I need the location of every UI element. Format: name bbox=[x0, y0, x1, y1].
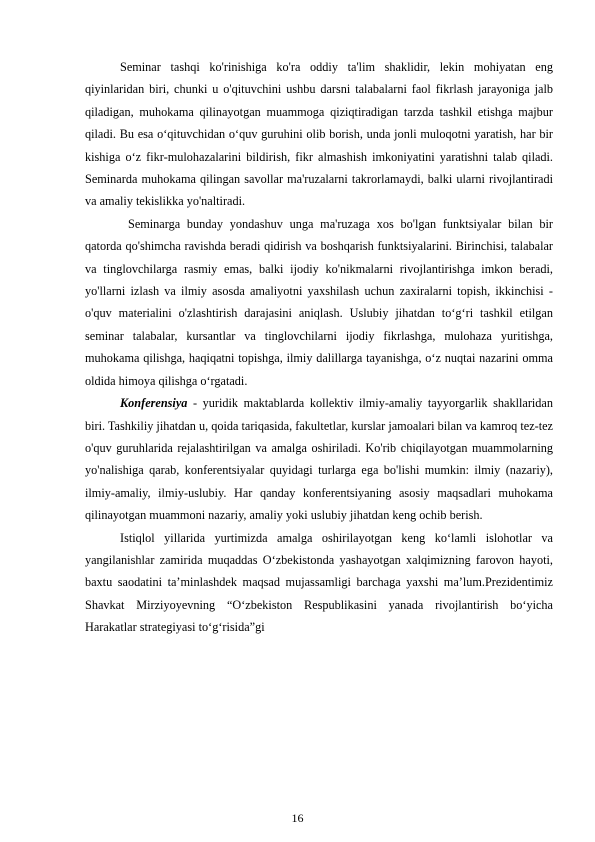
body-text bbox=[85, 56, 553, 639]
paragraph-seminar-approach: Seminarga bunday yondashuv unga ma'ruzaga xos bo'lgan funktsiyalar bilan bir qatorda qo'shimcha ravishda beradi qidirish va boshqarish funktsiyalarini. Birinchisi, talabalar va tinglovchilarga rasmiy emas, balki ijodiy ko'nikmalarni rivojlantirishga imkon beradi, yo'llarni izlash va ilmiy asosda amaliyotni yaxshilash uchun zaxiralarni topish, ikkinchisi - o'quv materialini o'zlashtirish darajasini aniqlash. Uslubiy jihatdan to‘g‘ri tashkil etilgan seminar talabalar, kursantlar va tinglovchilarni ijodiy fikrlashga, mulohaza yuritishga, muhokama qilishga, haqiqatni topishga, ilmiy dalillarga tayanishga, o‘z nuqtai nazarini omma oldida himoya qilishga o‘rgatadi. bbox=[85, 216, 553, 388]
page-number: 16 bbox=[291, 811, 304, 825]
term-konferensiya: Konferensiya bbox=[120, 396, 188, 411]
paragraph-seminar-intro: Seminar tashqi ko'rinishiga ko'ra oddiy ta'lim shaklidir, lekin mohiyatan eng qiyinlaridan biri, chunki u o'qituvchini ushbu darsni talabalarni faol fikrlash jarayoniga jalb qiladigan, muhokama qilinayotgan muammoga qiziqtiradigan tarzda tashkil etishga majbur qiladi. Bu esa o‘qituvchidan o‘quv guruhini olib borish, unda jonli muloqotni yaratish, har bir kishiga o‘z fikr-mulohazalarini bildirish, fikr almashish imkoniyatini yaratishni talab qiladi. Seminarda muhokama qilingan savollar ma'ruzalarni takrorlamaydi, balki ularni rivojlantiradi va amaliy tekislikka yo'naltiradi. bbox=[85, 60, 553, 209]
paragraph-conference-text: - yuridik maktablarda kollektiv ilmiy-amaliy tayyorgarlik shakllaridan biri. Tashkiliy jihatdan u, qoida tariqasida, fakultetlar, kurslar jamoalari bilan va kamroq tez-tez o'quv guruhlarida rejalashtirilgan va amalga oshiriladi. Ko'rib chiqilayotgan muammolarning yo'nalishiga qarab, konferentsiyalar quyidagi turlarga ega bo'lishi mumkin: ilmiy (nazariy), ilmiy-amaliy, ilmiy-uslubiy. Har qanday konferentsiyaning asosiy maqsadlari muhokama qilinayotgan muammoni nazariy, amaliy yoki uslubiy jihatdan keng ochib berish. bbox=[85, 396, 553, 523]
paragraph-reforms: Istiqlol yillarida yurtimizda amalga oshirilayotgan keng ko‘lamli islohotlar va yangilanishlar zamirida muqaddas O‘zbekistonda yashayotgan xalqimizning farovon hayoti, baxtu saodatini ta’minlashdek maqsad mujassamligi barchaga yaxshi ma’lum.Prezidentimiz Shavkat Mirziyoyevning “O‘zbekiston Respublikasini yanada rivojlantirish bo‘yicha Harakatlar strategiyasi to‘g‘risida”gi bbox=[85, 530, 553, 635]
paragraph-conference bbox=[85, 392, 553, 526]
